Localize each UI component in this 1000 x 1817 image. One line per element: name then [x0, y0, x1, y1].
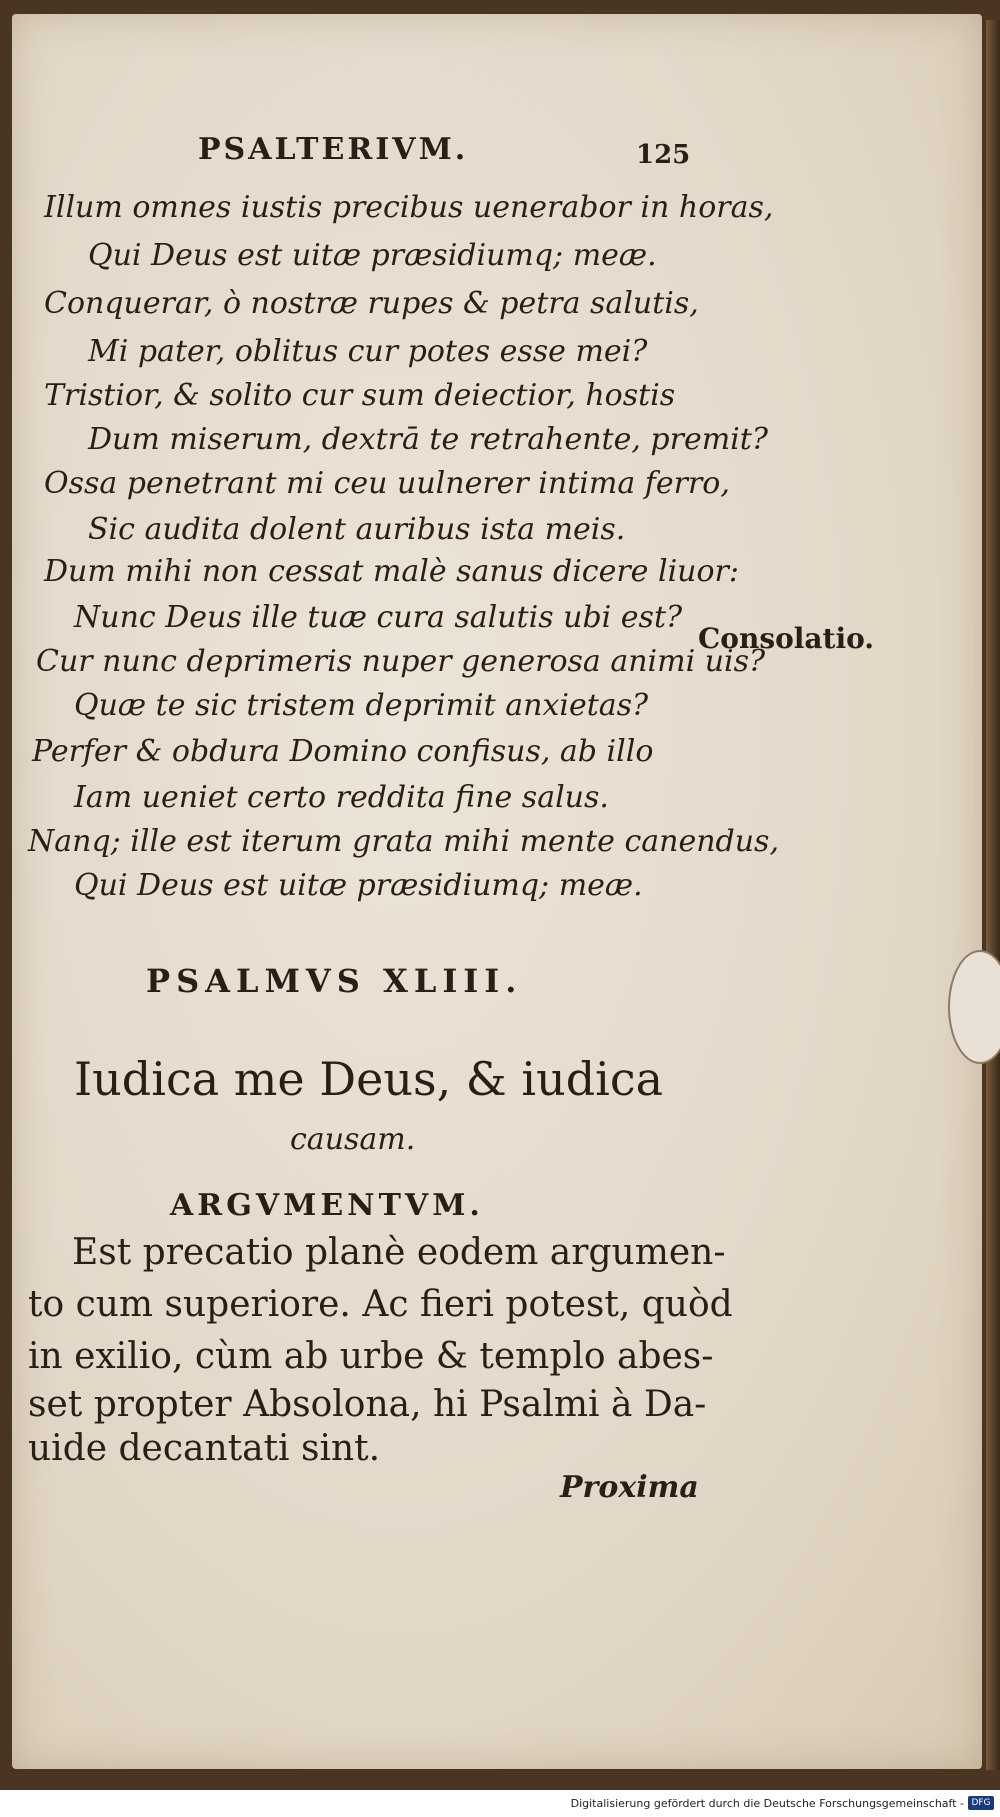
- book-cover-edge: [986, 20, 1000, 1770]
- verse-line: Tristior, & solito cur sum deiectior, hostis: [44, 378, 676, 413]
- funding-credit: Digitalisierung gefördert durch die Deutsche Forschungsgemeinschaft -: [570, 1797, 964, 1810]
- psalm-incipit-continued: causam.: [290, 1122, 416, 1157]
- margin-note: Consolatio.: [698, 622, 875, 655]
- running-head: PSALTERIVM.: [198, 132, 469, 167]
- verse-line: Nanq; ille est iterum grata mihi mente canendus,: [28, 824, 779, 859]
- verse-line: Nunc Deus ille tuæ cura salutis ubi est?: [74, 600, 683, 635]
- argument-line: Est precatio planè eodem argumen-: [72, 1232, 726, 1273]
- verse-line: Qui Deus est uitæ præsidiumq; meæ.: [88, 238, 657, 273]
- page-number: 125: [636, 140, 691, 170]
- verse-line: Quæ te sic tristem deprimit anxietas?: [74, 688, 649, 723]
- argument-heading: ARGVMENTVM.: [170, 1188, 484, 1223]
- psalm-title: PSALMVS XLIII.: [146, 962, 523, 1000]
- argument-line: to cum superiore. Ac fieri potest, quòd: [28, 1284, 733, 1325]
- verse-line: Ossa penetrant mi ceu uulnerer intima ferro,: [44, 466, 730, 501]
- dfg-logo: DFG: [968, 1796, 994, 1810]
- verse-line: Mi pater, oblitus cur potes esse mei?: [88, 334, 648, 369]
- verse-line: Iam ueniet certo reddita fine salus.: [74, 780, 609, 815]
- psalm-incipit: Iudica me Deus, & iudica: [74, 1052, 664, 1106]
- verse-line: Qui Deus est uitæ præsidiumq; meæ.: [74, 868, 643, 903]
- verse-line: Dum mihi non cessat malè sanus dicere liuor:: [44, 554, 739, 589]
- verse-line: Illum omnes iustis precibus uenerabor in horas,: [44, 190, 774, 225]
- verse-line: Dum miserum, dextrā te retrahente, premit?: [88, 422, 768, 457]
- argument-line: set propter Absolona, hi Psalmi à Da-: [28, 1384, 707, 1425]
- argument-line: in exilio, cùm ab urbe & templo abes-: [28, 1336, 714, 1377]
- verse-line: Cur nunc deprimeris nuper generosa animi uis?: [36, 644, 766, 679]
- verse-line: Conquerar, ò nostræ rupes & petra salutis,: [44, 286, 699, 321]
- verse-line: Perfer & obdura Domino confisus, ab illo: [32, 734, 654, 769]
- argument-line: uide decantati sint.: [28, 1428, 381, 1469]
- verse-line: Sic audita dolent auribus ista meis.: [88, 512, 626, 547]
- catchword: Proxima: [560, 1470, 699, 1505]
